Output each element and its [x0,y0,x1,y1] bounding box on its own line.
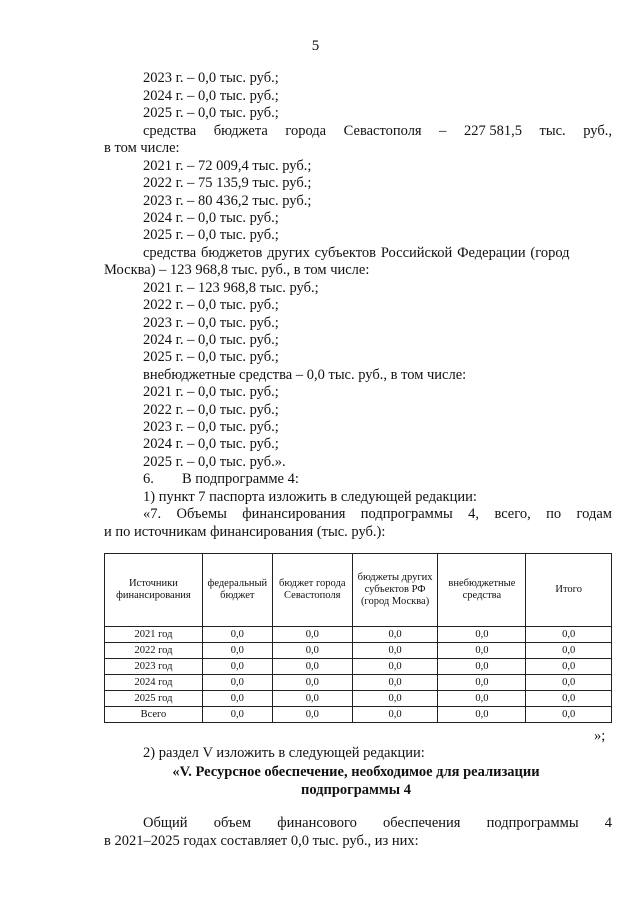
table-cell: 0,0 [272,643,352,659]
table-cell: 0,0 [202,691,272,707]
table-total-row [105,707,612,723]
text-line: 2022 г. – 0,0 тыс. руб.; [143,402,279,418]
table-cell: Всего [105,707,203,723]
extrabudget-line: внебюджетные средства – 0,0 тыс. руб., в том числе: [143,367,467,383]
word: финансового [277,815,357,831]
word: Общий [143,815,188,831]
text-line: 2024 г. – 0,0 тыс. руб.; [143,88,279,104]
table-cell: 0,0 [526,643,612,659]
point-7-line [143,506,612,523]
word: средства [143,123,197,139]
table-header-row [105,554,612,627]
section-heading-subtitle: подпрограммы 4 [300,782,412,798]
table-cell: 2024 год [105,675,203,691]
text-line: 2021 г. – 72 009,4 тыс. руб.; [143,158,312,174]
text-line: Москва) – 123 968,8 тыс. руб., в том числе: [104,262,370,278]
table-cell: 0,0 [202,707,272,723]
text-line: 2024 г. – 0,0 тыс. руб.; [143,332,279,348]
table-cell: 0,0 [352,627,438,643]
table-cell: 0,0 [526,659,612,675]
table-cell: 0,0 [272,659,352,675]
table-cell: 0,0 [202,627,272,643]
table-cell: 0,0 [352,675,438,691]
word: подпрограммы [486,815,579,831]
text-line: 2021 г. – 123 968,8 тыс. руб.; [143,280,319,296]
header-total: Итого [526,554,612,627]
table-cell: 0,0 [526,691,612,707]
item-6-text: В подпрограмме 4: [182,471,299,487]
table-cell: 0,0 [352,643,438,659]
table-cell: 0,0 [202,675,272,691]
word: подпрограммы [360,506,453,522]
point-2: 2) раздел V изложить в следующей редакции: [143,745,425,761]
table-row [105,643,612,659]
table-cell: 2021 год [105,627,203,643]
item-6-number: 6. [143,471,154,487]
word: города [285,123,327,139]
table-cell: 0,0 [272,627,352,643]
word: бюджета [213,123,268,139]
table-row [105,659,612,675]
table-cell: 0,0 [272,707,352,723]
table-cell: 0,0 [352,691,438,707]
table-cell: 0,0 [526,627,612,643]
word: 4, [468,506,480,522]
table-close-quote: »; [594,728,606,744]
page-number: 5 [311,38,320,54]
word: по [546,506,562,522]
text-line: 2022 г. – 75 135,9 тыс. руб.; [143,175,312,191]
table-cell: 0,0 [438,691,526,707]
table-row [105,627,612,643]
table-cell: 0,0 [352,707,438,723]
word: обеспечения [383,815,461,831]
text-line: в 2021–2025 годах составляет 0,0 тыс. руб., из них: [104,833,419,849]
word: Севастополя [343,123,422,139]
word: годам [576,506,612,522]
table-cell: 2023 год [105,659,203,675]
text-line: 2024 г. – 0,0 тыс. руб.; [143,210,279,226]
word: руб., [583,123,612,139]
header-sources: Источники финансирования [105,554,203,627]
word: всего, [494,506,531,522]
table-cell: 0,0 [352,659,438,675]
text-line: в том числе: [104,140,180,156]
header-sevastopol: бюджет города Севастополя [272,554,352,627]
word: объем [213,815,252,831]
word: Объемы [176,506,227,522]
table-cell: 2022 год [105,643,203,659]
table-cell: 0,0 [438,659,526,675]
word: 4 [604,815,612,831]
text-line: 2025 г. – 0,0 тыс. руб.; [143,105,279,121]
text-line: 2021 г. – 0,0 тыс. руб.; [143,384,279,400]
table-cell: 0,0 [526,675,612,691]
header-other-subjects: бюджеты других субъектов РФ (город Москва) [352,554,438,627]
text-line: 2025 г. – 0,0 тыс. руб.; [143,349,279,365]
text-line: 2024 г. – 0,0 тыс. руб.; [143,436,279,452]
total-line [143,815,612,832]
table-row [105,675,612,691]
table-cell: 0,0 [272,691,352,707]
text-line: 2023 г. – 0,0 тыс. руб.; [143,315,279,331]
word: – [439,123,447,139]
table-cell: 0,0 [438,627,526,643]
table-cell: 0,0 [272,675,352,691]
table-cell: 0,0 [202,643,272,659]
word: «7. [143,506,162,522]
word: тыс. [539,123,566,139]
header-federal: федеральный бюджет [202,554,272,627]
text-line: 2022 г. – 0,0 тыс. руб.; [143,297,279,313]
table-cell: 0,0 [438,707,526,723]
word: 227 581,5 [463,123,522,139]
text-line: 2025 г. – 0,0 тыс. руб.; [143,227,279,243]
table-cell: 0,0 [438,675,526,691]
word: финансирования [242,506,346,522]
table-cell: 0,0 [202,659,272,675]
text-line: и по источникам финансирования (тыс. руб.): [104,524,386,540]
table-cell: 0,0 [438,643,526,659]
table-cell: 2025 год [105,691,203,707]
table-row [105,691,612,707]
text-line: 2023 г. – 0,0 тыс. руб.; [143,419,279,435]
table-cell: 0,0 [526,707,612,723]
financing-table [104,553,612,723]
section-heading: «V. Ресурсное обеспечение, необходимое для реализации [172,764,540,780]
other-subjects-line: средства бюджетов других субъектов Российской Федерации (город [143,245,570,261]
text-line: 2023 г. – 80 436,2 тыс. руб.; [143,193,312,209]
sevastopol-budget-line [143,123,612,140]
text-line: 2025 г. – 0,0 тыс. руб.». [143,454,286,470]
header-extrabudget: внебюджетные средства [438,554,526,627]
text-line: 2023 г. – 0,0 тыс. руб.; [143,70,279,86]
point-1: 1) пункт 7 паспорта изложить в следующей редакции: [143,489,477,505]
